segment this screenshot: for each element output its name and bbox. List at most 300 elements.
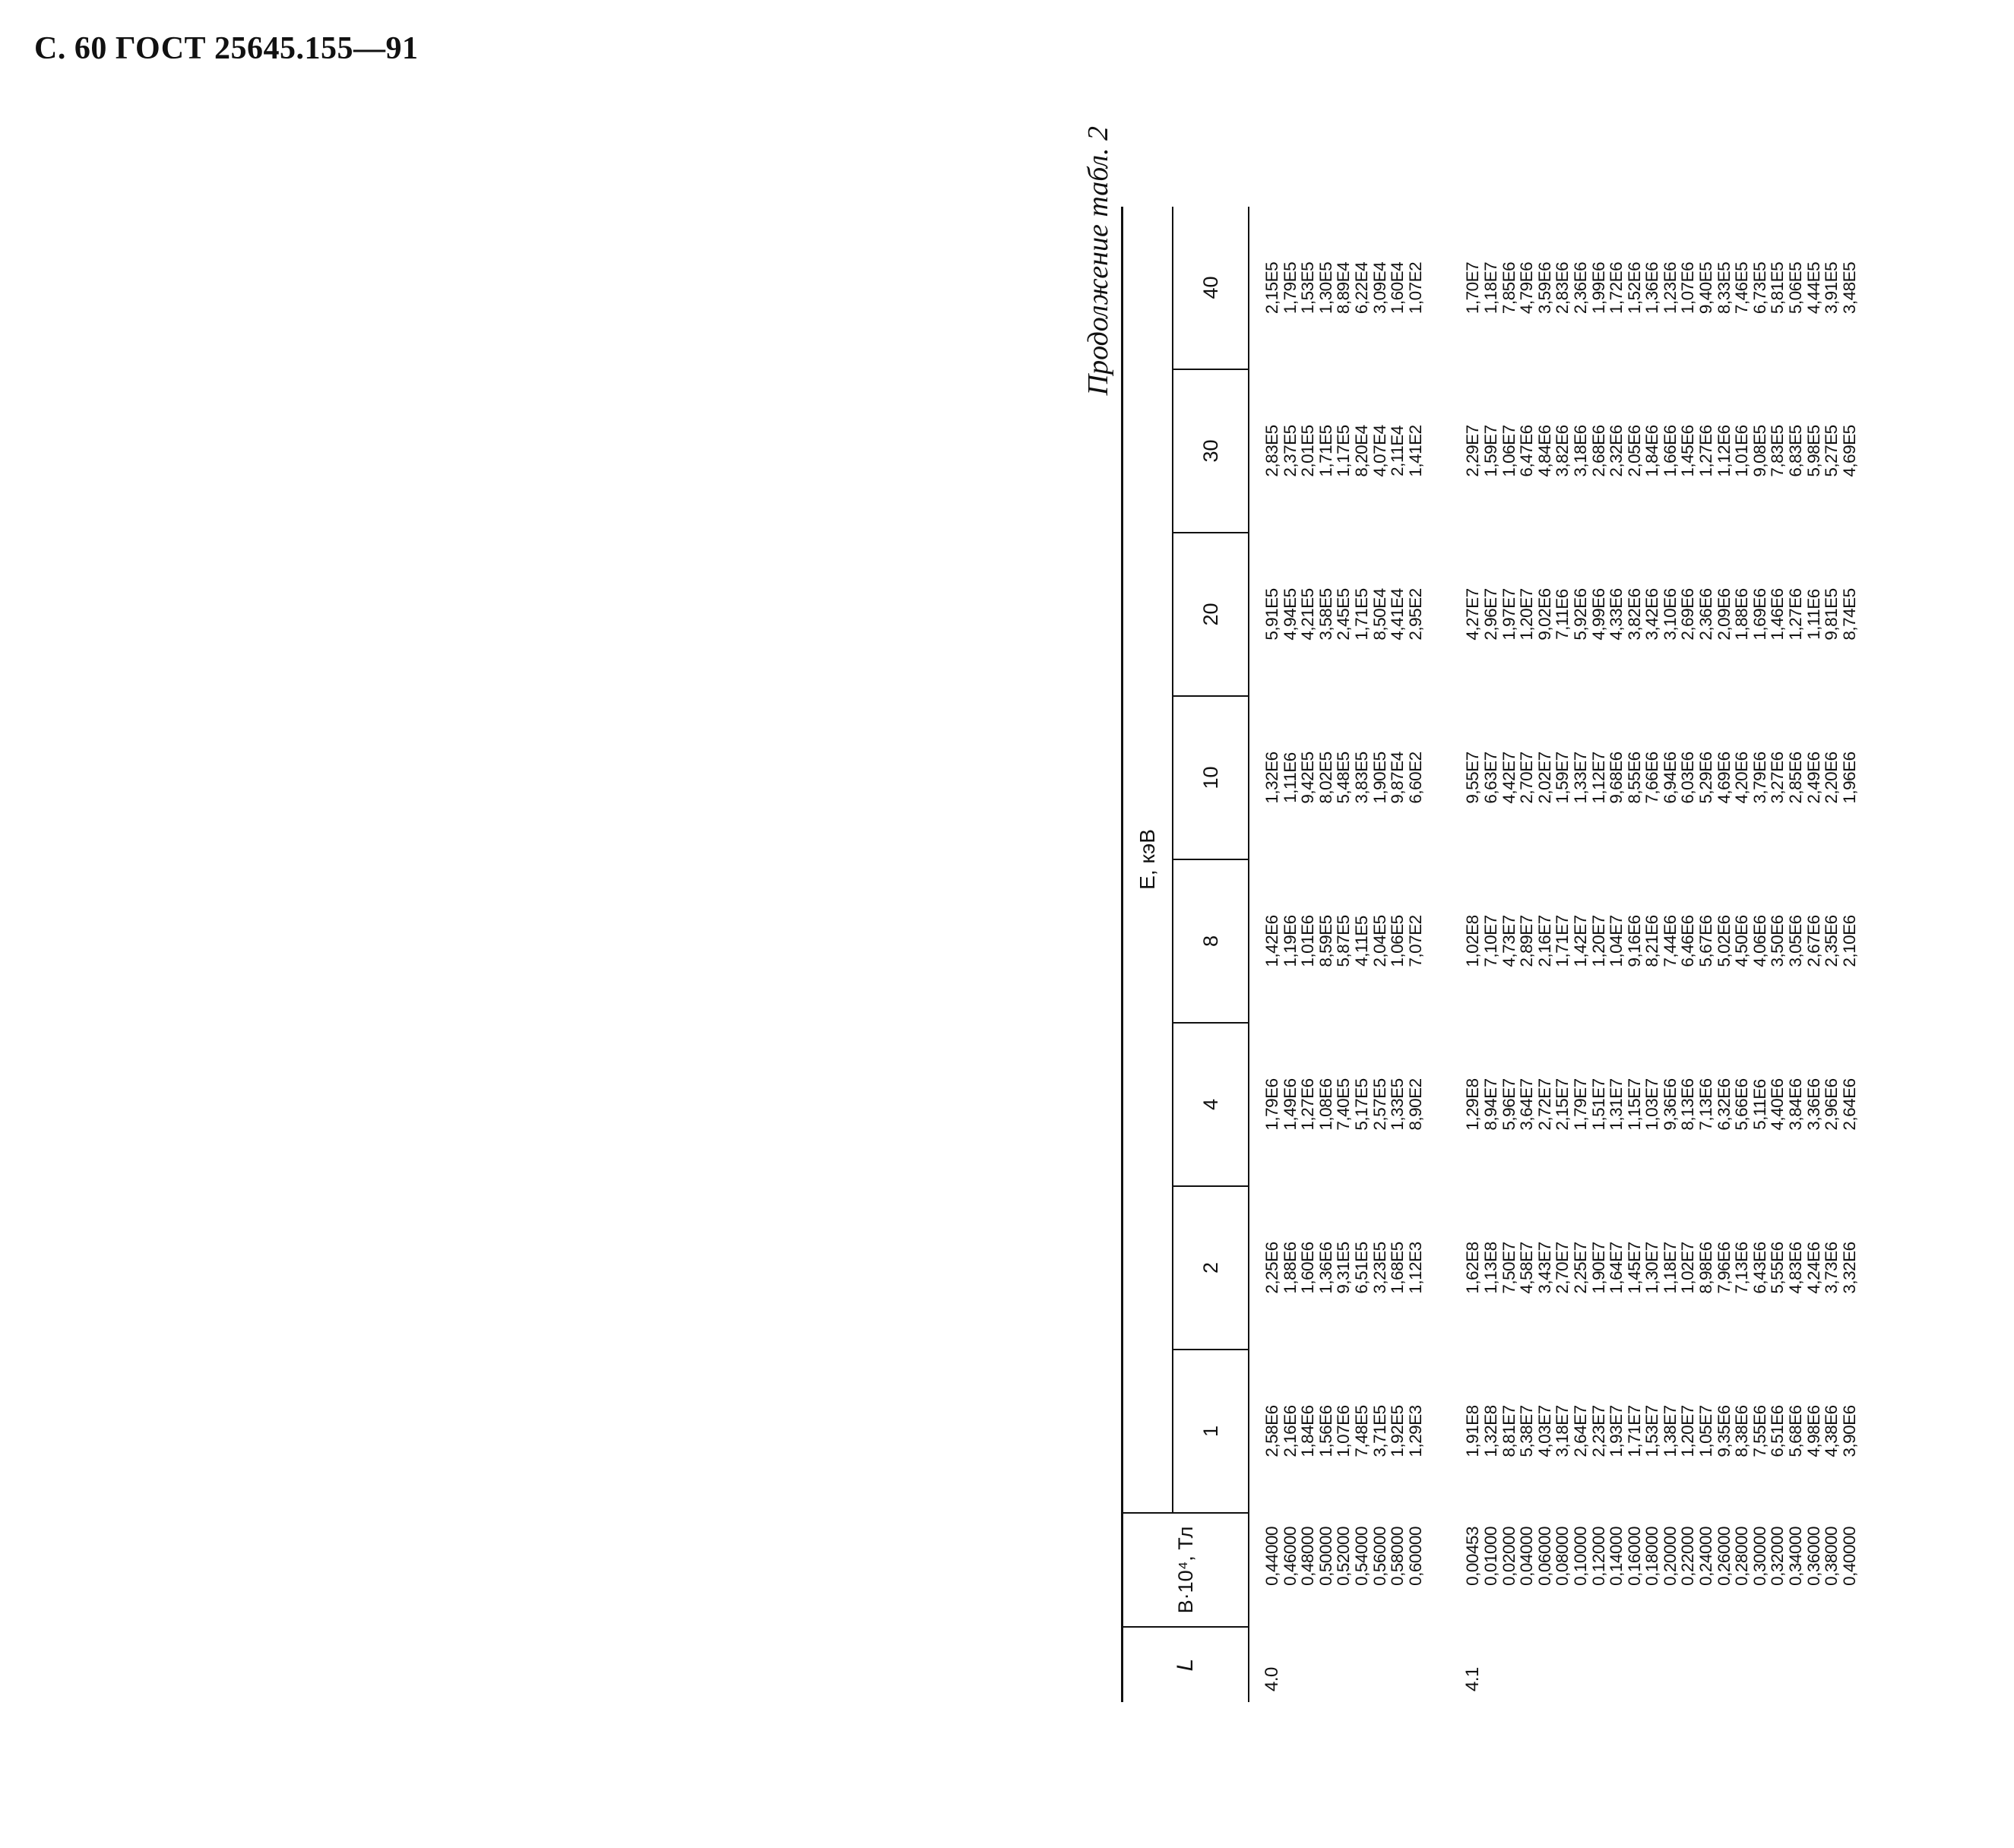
cell-flux-e2: 1,02E7 [1678, 1242, 1698, 1294]
cell-flux-e4: 1,33E5 [1388, 1078, 1408, 1131]
column-header-energy-group: E, кэВ [1123, 207, 1173, 1513]
cell-b: 0,58000 [1388, 1527, 1408, 1586]
cell-l [1697, 1627, 1715, 1702]
cell-flux-e8: 2,10E6 [1839, 915, 1859, 967]
cell-flux-e1: 4,03E7 [1534, 1405, 1554, 1457]
cell-flux-e30: 2,32E6 [1607, 425, 1626, 477]
cell-flux-e4: 7,13E6 [1696, 1078, 1716, 1131]
cell-flux-e8: 2,35E6 [1822, 915, 1841, 967]
cell-flux-e40: 1,07E2 [1405, 261, 1425, 315]
cell-l [1353, 1627, 1371, 1702]
cell-flux-e40: 1,99E6 [1588, 261, 1608, 315]
cell-flux-e40: 3,91E5 [1822, 261, 1841, 315]
cell-flux-e20: 5,91E5 [1262, 588, 1281, 641]
cell-b: 0,08000 [1553, 1527, 1572, 1586]
cell-flux-e4: 5,96E7 [1499, 1078, 1518, 1131]
cell-flux-e2: 1,30E7 [1642, 1242, 1662, 1294]
cell-flux-e20: 1,46E6 [1768, 588, 1788, 641]
cell-flux-e4: 2,96E6 [1822, 1078, 1841, 1131]
cell-flux-e10: 6,03E6 [1678, 752, 1698, 804]
cell-flux-e10: 3,83E5 [1351, 752, 1371, 804]
cell-l [1335, 1627, 1353, 1702]
cell-flux-e2: 1,68E5 [1388, 1242, 1408, 1294]
cell-flux-e4: 8,13E6 [1678, 1078, 1698, 1131]
cell-flux-e4: 1,29E8 [1463, 1078, 1483, 1131]
table-row [1353, 207, 1371, 1702]
cell-flux-e8: 7,44E6 [1660, 915, 1680, 967]
cell-flux-e4: 9,36E6 [1660, 1078, 1680, 1131]
cell-l [1299, 1627, 1317, 1702]
column-header-energy-40: 40 [1173, 207, 1249, 369]
cell-flux-e40: 3,09E4 [1370, 261, 1389, 315]
cell-flux-e4: 5,66E6 [1732, 1078, 1752, 1131]
table-row [1335, 207, 1353, 1702]
cell-l [1407, 1627, 1425, 1702]
cell-flux-e40: 4,44E5 [1803, 261, 1823, 315]
table-row [1643, 207, 1661, 1702]
cell-l [1518, 1627, 1536, 1702]
cell-flux-e4: 5,17E5 [1351, 1078, 1371, 1131]
cell-flux-e30: 1,84E6 [1642, 425, 1662, 477]
cell-flux-e30: 1,45E6 [1678, 425, 1698, 477]
cell-flux-e2: 1,62E8 [1463, 1242, 1483, 1294]
cell-flux-e10: 1,90E5 [1370, 752, 1389, 804]
cell-flux-e10: 1,11E6 [1280, 752, 1300, 803]
cell-flux-e30: 2,29E7 [1463, 425, 1483, 477]
cell-flux-e30: 4,07E4 [1370, 425, 1389, 477]
cell-flux-e40: 1,79E5 [1280, 261, 1300, 315]
cell-flux-e40: 1,72E6 [1607, 261, 1626, 315]
table-row [1249, 207, 1281, 1702]
cell-flux-e8: 1,06E5 [1388, 915, 1408, 967]
cell-flux-e30: 6,83E5 [1786, 425, 1806, 477]
cell-b: 0,02000 [1499, 1527, 1518, 1586]
cell-flux-e20: 2,09E6 [1714, 588, 1734, 641]
cell-flux-e10: 9,68E6 [1607, 752, 1626, 804]
cell-flux-e10: 1,32E6 [1262, 752, 1281, 804]
cell-flux-e20: 2,69E6 [1678, 588, 1698, 641]
table-row [1607, 207, 1626, 1702]
cell-flux-e20: 4,41E4 [1388, 588, 1408, 641]
cell-flux-e8: 8,59E5 [1316, 915, 1335, 967]
cell-flux-e8: 9,16E6 [1624, 915, 1644, 967]
cell-flux-e10: 2,49E6 [1803, 752, 1823, 804]
cell-flux-e20: 9,81E5 [1822, 588, 1841, 641]
cell-l [1572, 1627, 1590, 1702]
cell-flux-e4: 3,36E6 [1803, 1078, 1823, 1131]
cell-flux-e2: 9,31E5 [1334, 1242, 1354, 1294]
cell-flux-e1: 4,38E6 [1822, 1405, 1841, 1457]
cell-b: 0,20000 [1660, 1527, 1680, 1586]
cell-b: 0,18000 [1642, 1527, 1662, 1586]
cell-flux-e20: 7,11E6 [1553, 589, 1572, 640]
cell-flux-e30: 1,17E5 [1334, 425, 1354, 477]
cell-flux-e30: 2,11E4 [1388, 426, 1408, 476]
cell-l [1553, 1627, 1572, 1702]
cell-flux-e8: 2,67E6 [1803, 915, 1823, 967]
table-row [1697, 207, 1715, 1702]
cell-flux-e4: 8,94E7 [1480, 1078, 1500, 1131]
cell-flux-e1: 1,92E5 [1388, 1405, 1408, 1457]
cell-flux-e20: 4,99E6 [1588, 588, 1608, 641]
cell-flux-e1: 3,71E5 [1370, 1405, 1389, 1457]
cell-flux-e1: 4,98E6 [1803, 1405, 1823, 1457]
cell-flux-e1: 2,58E6 [1262, 1405, 1281, 1457]
cell-l [1371, 1627, 1389, 1702]
cell-b: 0,32000 [1768, 1527, 1788, 1586]
cell-l [1787, 1627, 1805, 1702]
cell-flux-e10: 6,60E2 [1405, 752, 1425, 804]
column-header-energy-2: 2 [1173, 1186, 1249, 1350]
table-row [1715, 207, 1734, 1702]
cell-flux-e20: 3,42E6 [1642, 588, 1662, 641]
cell-flux-e2: 7,50E7 [1499, 1242, 1518, 1294]
table-row [1572, 207, 1590, 1702]
cell-flux-e8: 7,10E7 [1480, 915, 1500, 967]
cell-b: 0,56000 [1370, 1527, 1389, 1586]
cell-l [1769, 1627, 1787, 1702]
cell-flux-e40: 7,85E6 [1499, 261, 1518, 315]
cell-flux-e20: 5,92E6 [1570, 588, 1590, 641]
cell-flux-e4: 3,64E7 [1517, 1078, 1537, 1131]
column-header-energy-4: 4 [1173, 1023, 1249, 1186]
cell-l [1607, 1627, 1626, 1702]
cell-flux-e1: 1,56E6 [1316, 1405, 1335, 1457]
cell-flux-e2: 7,13E6 [1732, 1242, 1752, 1294]
cell-flux-e4: 1,51E7 [1588, 1078, 1608, 1131]
cell-flux-e40: 5,81E5 [1768, 261, 1788, 315]
cell-b: 0,24000 [1696, 1527, 1716, 1586]
cell-flux-e10: 6,94E6 [1660, 752, 1680, 804]
cell-flux-e1: 1,71E7 [1624, 1405, 1644, 1457]
cell-flux-e40: 1,18E7 [1480, 261, 1500, 315]
cell-flux-e1: 1,38E7 [1660, 1405, 1680, 1457]
cell-flux-e40: 4,79E6 [1517, 261, 1537, 315]
table-row [1389, 207, 1407, 1702]
cell-flux-e10: 2,85E6 [1786, 752, 1806, 804]
cell-b: 0,36000 [1803, 1527, 1823, 1586]
cell-flux-e10: 1,33E7 [1570, 752, 1590, 804]
cell-flux-e2: 1,60E6 [1298, 1242, 1318, 1294]
cell-flux-e10: 5,48E5 [1334, 752, 1354, 804]
cell-b: 0,46000 [1280, 1527, 1300, 1586]
cell-flux-e1: 3,90E6 [1839, 1405, 1859, 1457]
cell-flux-e2: 3,23E5 [1370, 1242, 1389, 1294]
cell-l [1841, 1627, 1859, 1702]
cell-l [1281, 1627, 1300, 1702]
cell-flux-e1: 3,18E7 [1553, 1405, 1572, 1457]
cell-l [1805, 1627, 1823, 1702]
cell-b: 0,22000 [1678, 1527, 1698, 1586]
cell-flux-e10: 1,96E6 [1839, 752, 1859, 804]
table-row [1590, 207, 1608, 1702]
cell-flux-e2: 3,32E6 [1839, 1242, 1859, 1294]
cell-flux-e30: 1,27E6 [1696, 425, 1716, 477]
cell-flux-e4: 2,57E5 [1370, 1078, 1389, 1131]
cell-flux-e40: 2,36E6 [1570, 261, 1590, 315]
cell-flux-e8: 6,46E6 [1678, 915, 1698, 967]
cell-b: 0,40000 [1839, 1527, 1859, 1586]
cell-flux-e4: 6,32E6 [1714, 1078, 1734, 1131]
cell-flux-e1: 8,38E6 [1732, 1405, 1752, 1457]
cell-flux-e10: 1,59E7 [1553, 752, 1572, 804]
cell-b: 0,48000 [1298, 1527, 1318, 1586]
cell-flux-e8: 5,02E6 [1714, 915, 1734, 967]
cell-flux-e8: 1,42E7 [1570, 915, 1590, 967]
cell-flux-e40: 7,46E5 [1732, 261, 1752, 315]
cell-b: 0,16000 [1624, 1527, 1644, 1586]
cell-flux-e2: 1,90E7 [1588, 1242, 1608, 1294]
cell-l [1590, 1627, 1608, 1702]
cell-flux-e4: 1,79E7 [1570, 1078, 1590, 1131]
cell-flux-e2: 2,25E6 [1262, 1242, 1281, 1294]
cell-flux-e4: 1,08E6 [1316, 1078, 1335, 1131]
cell-flux-e1: 6,51E6 [1768, 1405, 1788, 1457]
cell-flux-e30: 1,06E7 [1499, 425, 1518, 477]
cell-flux-e10: 8,02E5 [1316, 752, 1335, 804]
cell-flux-e4: 3,84E6 [1786, 1078, 1806, 1131]
cell-l [1626, 1627, 1644, 1702]
cell-flux-e30: 4,69E5 [1839, 425, 1859, 477]
table-row [1371, 207, 1389, 1702]
cell-flux-e2: 7,96E6 [1714, 1242, 1734, 1294]
cell-flux-e2: 2,70E7 [1553, 1242, 1572, 1294]
cell-flux-e8: 1,01E6 [1298, 915, 1318, 967]
cell-flux-e10: 4,69E6 [1714, 752, 1734, 804]
column-header-energy-1: 1 [1173, 1350, 1249, 1513]
cell-flux-e20: 2,95E2 [1405, 588, 1425, 641]
cell-flux-e1: 1,29E3 [1405, 1405, 1425, 1457]
cell-flux-e1: 5,68E6 [1786, 1405, 1806, 1457]
table-row [1841, 207, 1859, 1702]
cell-flux-e2: 1,64E7 [1607, 1242, 1626, 1294]
cell-flux-e1: 8,81E7 [1499, 1405, 1518, 1457]
cell-flux-e30: 2,01E5 [1298, 425, 1318, 477]
cell-flux-e20: 1,27E6 [1786, 588, 1806, 641]
cell-flux-e20: 1,97E7 [1499, 588, 1518, 641]
cell-flux-e40: 1,60E4 [1388, 261, 1408, 315]
table-continuation-caption: Продолжение табл. 2 [1082, 126, 1114, 396]
cell-flux-e4: 2,64E6 [1839, 1078, 1859, 1131]
cell-flux-e2: 6,43E6 [1750, 1242, 1769, 1294]
data-table [1121, 207, 1858, 1702]
cell-flux-e30: 8,20E4 [1351, 425, 1371, 477]
cell-flux-e40: 3,59E6 [1534, 261, 1554, 315]
cell-flux-e40: 1,70E7 [1463, 261, 1483, 315]
cell-flux-e30: 1,01E6 [1732, 425, 1752, 477]
cell-flux-e30: 2,68E6 [1588, 425, 1608, 477]
cell-b: 0,00453 [1463, 1527, 1483, 1586]
cell-flux-e4: 1,49E6 [1280, 1078, 1300, 1131]
cell-flux-e10: 7,66E6 [1642, 752, 1662, 804]
cell-flux-e40: 1,07E6 [1678, 261, 1698, 315]
cell-b: 0,54000 [1351, 1527, 1371, 1586]
cell-flux-e8: 7,07E2 [1405, 915, 1425, 967]
cell-flux-e10: 2,70E7 [1517, 752, 1537, 804]
cell-flux-e8: 1,42E6 [1262, 915, 1281, 967]
cell-l [1715, 1627, 1734, 1702]
cell-flux-e20: 3,82E6 [1624, 588, 1644, 641]
cell-flux-e30: 5,98E5 [1803, 425, 1823, 477]
table-row [1769, 207, 1787, 1702]
cell-flux-e40: 6,22E4 [1351, 261, 1371, 315]
cell-flux-e8: 3,05E6 [1786, 915, 1806, 967]
cell-flux-e20: 4,33E6 [1607, 588, 1626, 641]
table-row [1536, 207, 1554, 1702]
cell-flux-e20: 4,27E7 [1463, 588, 1483, 641]
table-row [1805, 207, 1823, 1702]
table-row [1733, 207, 1751, 1702]
cell-b: 0,38000 [1822, 1527, 1841, 1586]
column-header-energy-20: 20 [1173, 533, 1249, 696]
rotated-table-container [1075, 122, 2014, 1702]
cell-flux-e8: 1,19E6 [1280, 915, 1300, 967]
cell-flux-e20: 2,96E7 [1480, 588, 1500, 641]
cell-l [1661, 1627, 1680, 1702]
cell-flux-e20: 4,21E5 [1298, 588, 1318, 641]
cell-flux-e20: 1,20E7 [1517, 588, 1537, 641]
cell-flux-e1: 1,32E8 [1480, 1405, 1500, 1457]
cell-l [1482, 1627, 1500, 1702]
cell-flux-e8: 4,11E5 [1351, 916, 1371, 967]
column-header-b: B·10⁴, Тл [1123, 1513, 1249, 1627]
cell-b: 0,14000 [1607, 1527, 1626, 1586]
cell-flux-e20: 4,94E5 [1280, 588, 1300, 641]
table-row [1500, 207, 1518, 1702]
cell-flux-e30: 4,84E6 [1534, 425, 1554, 477]
column-header-l: L [1123, 1627, 1249, 1702]
cell-flux-e1: 1,53E7 [1642, 1405, 1662, 1457]
cell-flux-e1: 9,35E6 [1714, 1405, 1734, 1457]
cell-flux-e20: 1,88E6 [1732, 588, 1752, 641]
cell-flux-e20: 1,71E5 [1351, 588, 1371, 641]
table-row [1317, 207, 1335, 1702]
cell-flux-e40: 2,15E5 [1262, 261, 1281, 315]
cell-flux-e8: 1,20E7 [1588, 915, 1608, 967]
cell-flux-e10: 9,42E5 [1298, 752, 1318, 804]
cell-l [1317, 1627, 1335, 1702]
cell-flux-e4: 1,27E6 [1298, 1078, 1318, 1131]
cell-flux-e30: 6,47E6 [1517, 425, 1537, 477]
cell-b: 0,04000 [1517, 1527, 1537, 1586]
cell-flux-e20: 3,10E6 [1660, 588, 1680, 641]
cell-flux-e10: 2,02E7 [1534, 752, 1554, 804]
table-row [1518, 207, 1536, 1702]
table-row [1626, 207, 1644, 1702]
cell-flux-e10: 3,79E6 [1750, 752, 1769, 804]
cell-flux-e40: 8,89E4 [1334, 261, 1354, 315]
cell-flux-e4: 1,15E7 [1624, 1078, 1644, 1131]
cell-flux-e1: 2,64E7 [1570, 1405, 1590, 1457]
cell-flux-e1: 1,91E8 [1463, 1405, 1483, 1457]
cell-flux-e40: 8,33E5 [1714, 261, 1734, 315]
cell-b: 0,12000 [1588, 1527, 1608, 1586]
cell-flux-e20: 8,74E5 [1839, 588, 1859, 641]
cell-flux-e2: 4,24E6 [1803, 1242, 1823, 1294]
cell-flux-e2: 4,83E6 [1786, 1242, 1806, 1294]
cell-flux-e30: 1,41E2 [1405, 425, 1425, 477]
cell-flux-e30: 7,83E5 [1768, 425, 1788, 477]
cell-flux-e4: 7,40E5 [1334, 1078, 1354, 1131]
cell-flux-e4: 1,79E6 [1262, 1078, 1281, 1131]
cell-flux-e40: 9,40E5 [1696, 261, 1716, 315]
cell-flux-e8: 3,50E6 [1768, 915, 1788, 967]
table-row [1822, 207, 1841, 1702]
cell-flux-e30: 9,08E5 [1750, 425, 1769, 477]
cell-flux-e20: 9,02E6 [1534, 588, 1554, 641]
cell-flux-e4: 1,31E7 [1607, 1078, 1626, 1131]
cell-flux-e10: 9,87E4 [1388, 752, 1408, 804]
cell-flux-e20: 2,36E6 [1696, 588, 1716, 641]
cell-flux-e10: 1,12E7 [1588, 752, 1608, 804]
table-row [1407, 207, 1425, 1702]
cell-l [1643, 1627, 1661, 1702]
cell-flux-e1: 1,84E6 [1298, 1405, 1318, 1457]
cell-b: 0,44000 [1262, 1527, 1281, 1586]
cell-l [1822, 1627, 1841, 1702]
table-row [1751, 207, 1769, 1702]
cell-flux-e1: 5,38E7 [1517, 1405, 1537, 1457]
cell-flux-e2: 1,36E6 [1316, 1242, 1335, 1294]
cell-flux-e8: 5,87E5 [1334, 915, 1354, 967]
cell-flux-e8: 2,16E7 [1534, 915, 1554, 967]
cell-b: 0,06000 [1534, 1527, 1554, 1586]
cell-b: 0,60000 [1405, 1527, 1425, 1586]
cell-flux-e10: 8,55E6 [1624, 752, 1644, 804]
cell-b: 0,26000 [1714, 1527, 1734, 1586]
table-row [1553, 207, 1572, 1702]
cell-flux-e30: 1,66E6 [1660, 425, 1680, 477]
cell-flux-e10: 9,55E7 [1463, 752, 1483, 804]
cell-flux-e40: 1,36E6 [1642, 261, 1662, 315]
cell-flux-e20: 2,45E5 [1334, 588, 1354, 641]
cell-flux-e4: 1,03E7 [1642, 1078, 1662, 1131]
cell-flux-e40: 2,83E6 [1553, 261, 1572, 315]
table-row [1450, 207, 1482, 1702]
cell-flux-e1: 7,55E6 [1750, 1405, 1769, 1457]
cell-flux-e4: 4,40E6 [1768, 1078, 1788, 1131]
cell-flux-e20: 1,11E6 [1803, 589, 1823, 640]
cell-flux-e2: 8,98E6 [1696, 1242, 1716, 1294]
cell-flux-e30: 1,12E6 [1714, 425, 1734, 477]
group-spacer [1424, 207, 1450, 1702]
cell-flux-e4: 8,90E2 [1405, 1078, 1425, 1131]
table-row [1482, 207, 1500, 1702]
cell-flux-e4: 5,11E6 [1750, 1079, 1769, 1130]
cell-flux-e40: 5,06E5 [1786, 261, 1806, 315]
cell-flux-e2: 5,55E6 [1768, 1242, 1788, 1294]
cell-l [1500, 1627, 1518, 1702]
cell-flux-e20: 3,58E5 [1316, 588, 1335, 641]
cell-flux-e1: 1,20E7 [1678, 1405, 1698, 1457]
cell-flux-e40: 3,48E5 [1839, 261, 1859, 315]
cell-flux-e4: 2,72E7 [1534, 1078, 1554, 1131]
cell-flux-e40: 1,53E5 [1298, 261, 1318, 315]
cell-b: 0,28000 [1732, 1527, 1752, 1586]
cell-flux-e1: 7,48E5 [1351, 1405, 1371, 1457]
cell-flux-e30: 3,18E6 [1570, 425, 1590, 477]
cell-flux-e8: 1,71E7 [1553, 915, 1572, 967]
column-header-energy-8: 8 [1173, 859, 1249, 1023]
cell-l [1536, 1627, 1554, 1702]
cell-flux-e20: 1,69E6 [1750, 588, 1769, 641]
cell-flux-e1: 2,16E6 [1280, 1405, 1300, 1457]
cell-flux-e20: 8,50E4 [1370, 588, 1389, 641]
cell-flux-e8: 2,04E5 [1370, 915, 1389, 967]
cell-b: 0,10000 [1570, 1527, 1590, 1586]
cell-b: 0,50000 [1316, 1527, 1335, 1586]
cell-flux-e10: 2,20E6 [1822, 752, 1841, 804]
